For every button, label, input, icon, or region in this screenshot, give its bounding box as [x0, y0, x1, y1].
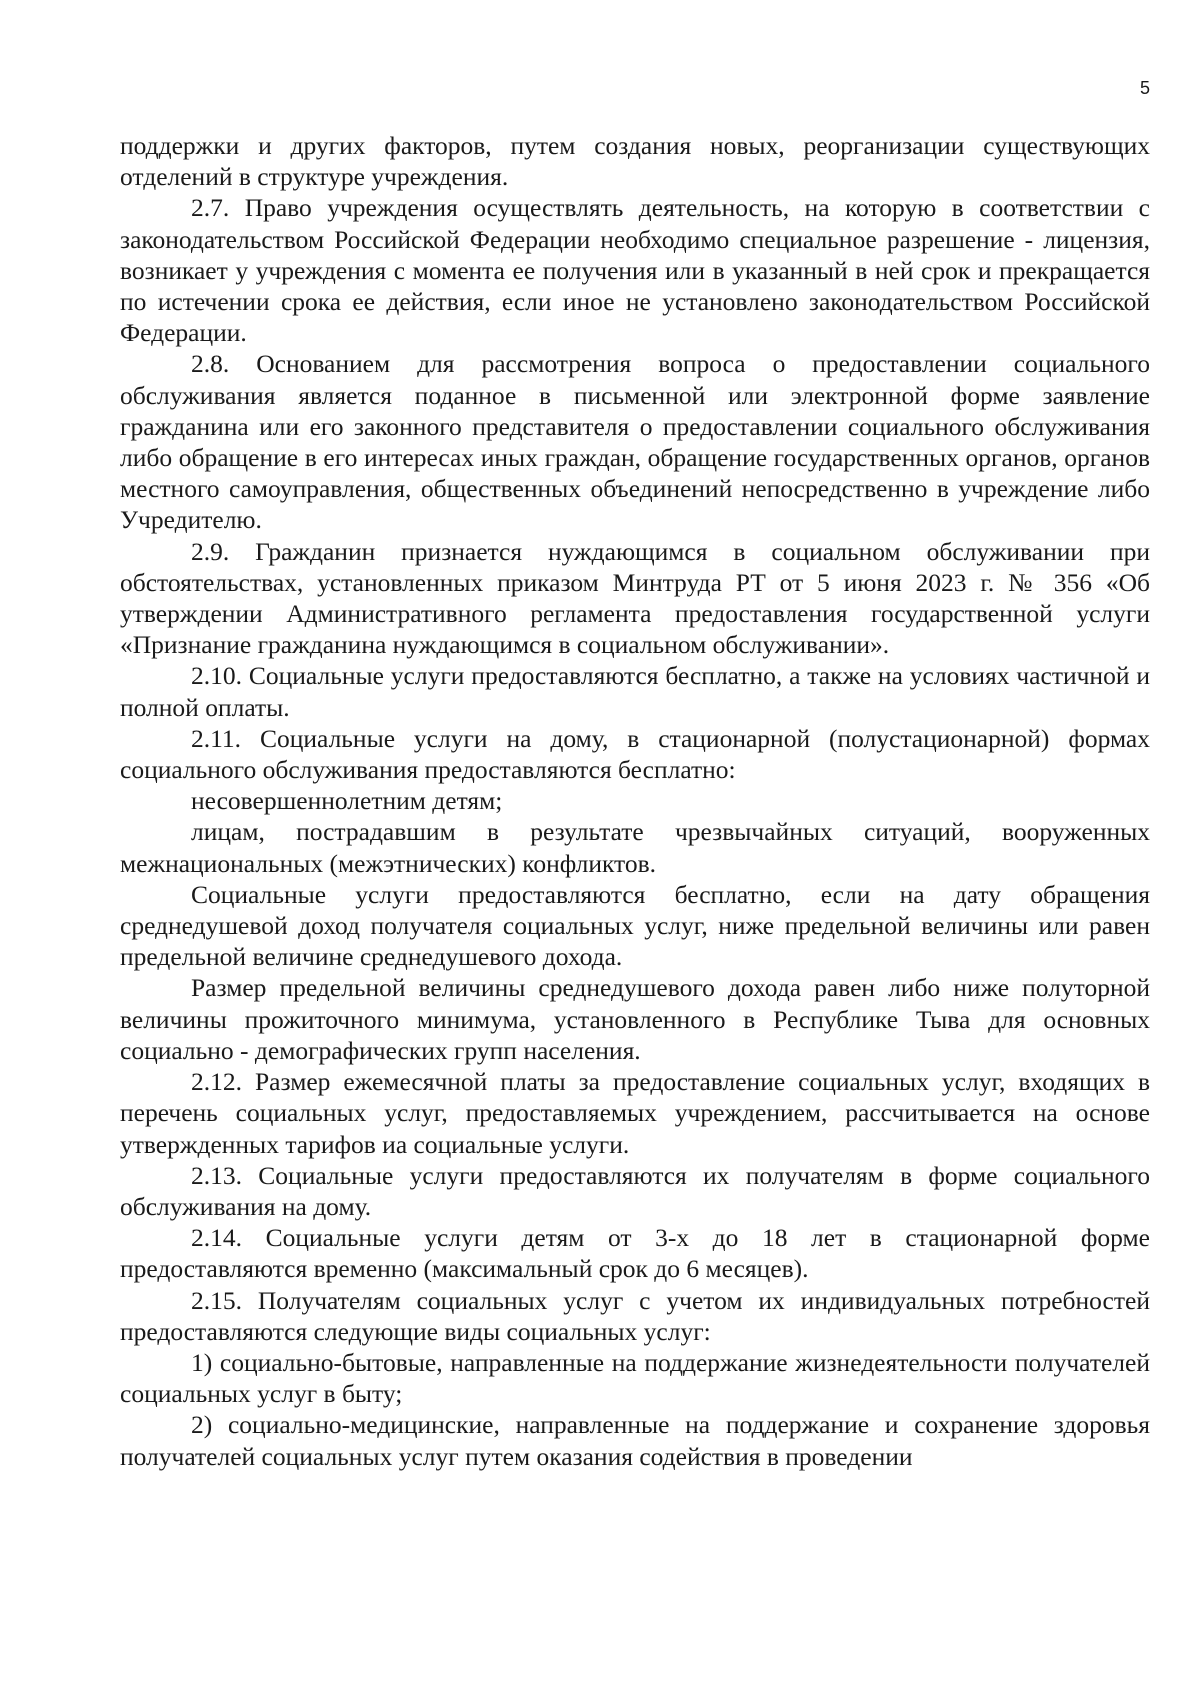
paragraph-2-13: 2.13. Социальные услуги предоставляются их получателям в форме социального обслуживания на дому.: [120, 1160, 1150, 1221]
paragraph-2-9: 2.9. Гражданин признается нуждающимся в социальном обслуживании при обстоятельствах, установленных приказом Минтруда РТ от 5 июня 2023 г. № 356 «Об утверждении Административного регламента предоставления государственной услуги «Признание гражданина нуждающимся в социальном обслуживании».: [120, 536, 1150, 660]
paragraph-2-7: 2.7. Право учреждения осуществлять деятельность, на которую в соответствии с законодательством Российской Федерации необходимо специальное разрешение - лицензия, возникает у учреждения с момента ее получения или в указанный в ней срок и прекращается по истечении срока ее действия, если иное не установлено законодательством Российской Федерации.: [120, 193, 1150, 348]
paragraph-2-12: 2.12. Размер ежемесячной платы за предоставление социальных услуг, входящих в перечень социальных услуг, предоставляемых учреждением, рассчитывается на основе утвержденных тарифов иа социальные услуги.: [120, 1067, 1150, 1159]
paragraph-2-11: 2.11. Социальные услуги на дому, в стационарной (полустационарной) формах социального обслуживания предоставляются бесплатно:: [120, 723, 1150, 785]
paragraph-2-11-victims: лицам, пострадавшим в результате чрезвычайных ситуаций, вооруженных межнациональных (межэтнических) конфликтов.: [120, 817, 1150, 878]
page-number: 5: [1139, 78, 1150, 98]
paragraph-2-15-item-2: 2) социально-медицинские, направленные на поддержание и сохранение здоровья получателей социальных услуг путем оказания содействия в проведении: [120, 1410, 1150, 1471]
document-body: [120, 130, 1150, 1472]
paragraph-continuation: поддержки и других факторов, путем создания новых, реорганизации существующих отделений в структуре учреждения.: [120, 131, 1150, 192]
paragraph-2-11-minors: несовершеннолетним детям;: [191, 786, 503, 816]
paragraph-2-10: 2.10. Социальные услуги предоставляются бесплатно, а также на условиях частичной и полной оплаты.: [120, 661, 1150, 722]
paragraph-2-11-income-limit: Размер предельной величины среднедушевого дохода равен либо ниже полуторной величины прожиточного минимума, установленного в Республике Тыва для основных социально - демографических групп населения.: [120, 973, 1150, 1065]
paragraph-2-14: 2.14. Социальные услуги детям от 3-х до 18 лет в стационарной форме предоставляются временно (максимальный срок до 6 месяцев).: [120, 1223, 1150, 1284]
paragraph-2-15-item-1: 1) социально-бытовые, направленные на поддержание жизнедеятельности получателей социальных услуг в быту;: [120, 1347, 1150, 1409]
paragraph-2-15: 2.15. Получателям социальных услуг с учетом их индивидуальных потребностей предоставляются следующие виды социальных услуг:: [120, 1285, 1150, 1346]
paragraph-2-11-free-condition: Социальные услуги предоставляются бесплатно, если на дату обращения среднедушевой доход получателя социальных услуг, ниже предельной величины или равен предельной величине среднедушевого дохода.: [120, 879, 1150, 972]
paragraph-2-8: 2.8. Основанием для рассмотрения вопроса о предоставлении социального обслуживания является поданное в письменной или электронной форме заявление гражданина или его законного представителя о предоставлении социального обслуживания либо обращение в его интересах иных граждан, обращение государственных органов, органов местного самоуправления, общественных объединений непосредственно в учреждение либо Учредителю.: [120, 349, 1150, 535]
